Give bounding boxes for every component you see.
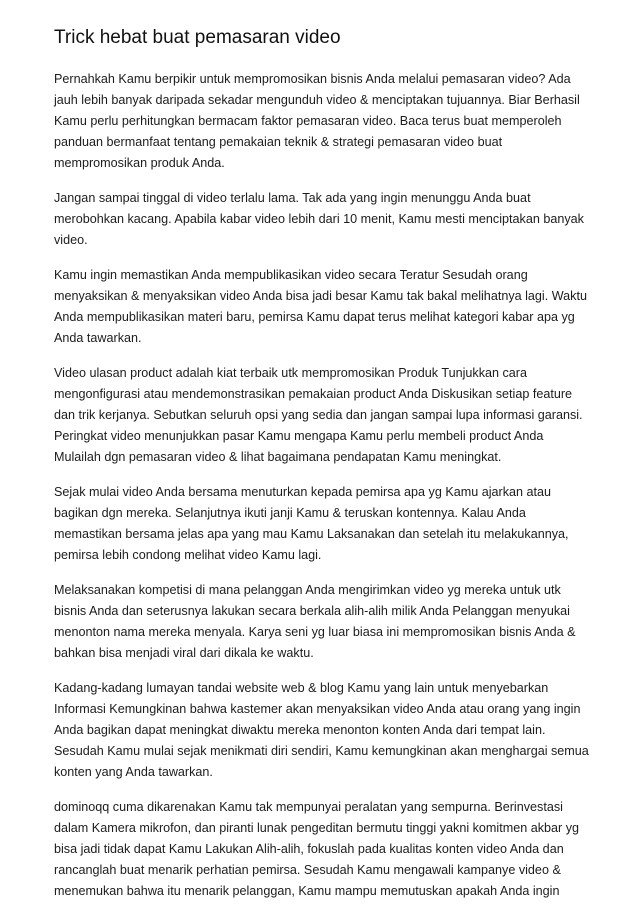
paragraph-4: Video ulasan product adalah kiat terbaik utk mempromosikan Produk Tunjukkan cara mengonfigurasi atau mendemonstrasikan pemakaian product Anda Diskusikan setiap feature dan trik kerjanya. Sebutkan seluruh opsi yang sedia dan jangan sampai lupa informasi garansi. Peringkat video menunjukkan pasar Kamu mengapa Kamu perlu membeli product Anda Mulailah dgn pemasaran video & lihat bagaimana pendapatan Kamu meningkat. — [54, 366, 583, 464]
paragraph-1: Pernahkah Kamu berpikir untuk mempromosikan bisnis Anda melalui pemasaran video? Ada jauh lebih banyak daripada sekadar mengunduh video & menciptakan tujuannya. Biar Berhasil Kamu perlu perhitungkan bermacam faktor pemasaran video. Baca terus buat memperoleh panduan bermanfaat tentang pemakaian teknik & strategi pemasaran video buat mempromosikan produk Anda. — [54, 72, 580, 170]
paragraph-8: dominoqq cuma dikarenakan Kamu tak mempunyai peralatan yang sempurna. Berinvestasi dalam Kamera mikrofon, dan piranti lunak pengeditan bermutu tinggi yakni komitmen akbar yg bisa jadi tidak dapat Kamu Lakukan Alih-alih, fokuslah pada kualitas konten video Anda dan rancanglah buat menarik perhatian pemirsa. Sesudah Kamu mengawali kampanye video & menemukan bahwa itu menarik pelanggan, Kamu mampu memutuskan apakah Anda ingin — [54, 800, 580, 898]
document-page — [54, 26, 590, 916]
paragraph-7: Kadang-kadang lumayan tandai website web & blog Kamu yang lain untuk menyebarkan Informasi Kemungkinan bahwa kastemer akan menyaksikan video Anda atau orang yang ingin Anda bagikan dapat meningkat diwaktu mereka menonton konten Anda dari tempat lain. Sesudah Kamu mulai sejak menikmati diri sendiri, Kamu kemungkinan akan menghargai semua konten yang Anda tawarkan. — [54, 681, 589, 779]
paragraph-3: Kamu ingin memastikan Anda mempublikasikan video secara Teratur Sesudah orang menyaksikan & menyaksikan video Anda bisa jadi besar Kamu tak bakal melihatnya lagi. Waktu Anda mempublikasikan materi baru, pemirsa Kamu dapat terus melihat kategori kabar apa yg Anda tawarkan. — [54, 268, 587, 345]
paragraph-2: Jangan sampai tinggal di video terlalu lama. Tak ada yang ingin menunggu Anda buat merobohkan kacang. Apabila kabar video lebih dari 10 menit, Kamu mesti menciptakan banyak video. — [54, 191, 584, 247]
paragraph-5: Sejak mulai video Anda bersama menuturkan kepada pemirsa apa yg Kamu ajarkan atau bagikan dgn mereka. Selanjutnya ikuti janji Kamu & teruskan kontennya. Kalau Anda memastikan bersama jelas apa yang mau Kamu Laksanakan dan setelah itu melakukannya, pemirsa lebih condong melihat video Kamu lagi. — [54, 485, 569, 562]
paragraph-6: Melaksanakan kompetisi di mana pelanggan Anda mengirimkan video yg mereka untuk utk bisnis Anda dan seterusnya lakukan secara berkala alih-alih milik Anda Pelanggan menyukai menonton nama mereka menyala. Karya seni yg luar biasa ini mempromosikan bisnis Anda & bahkan bisa menjadi viral dari dikala ke waktu. — [54, 583, 576, 660]
document-title: Trick hebat buat pemasaran video — [54, 27, 341, 48]
